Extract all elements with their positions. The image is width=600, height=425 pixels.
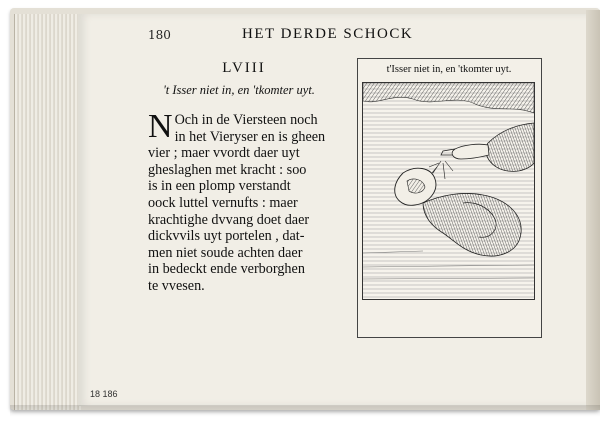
verse-line: krachtighe dvvang doet daer bbox=[148, 211, 310, 228]
emblem-verse bbox=[148, 108, 330, 295]
spine-mark-left: 18 bbox=[90, 389, 101, 399]
verse-line: vier ; maer vvordt daer uyt bbox=[148, 145, 300, 162]
spine-marks bbox=[90, 389, 118, 399]
book-shadow bbox=[10, 405, 600, 417]
verse-line: gheslaghen met kracht : soo bbox=[148, 161, 307, 178]
verse-line: Och in de Viersteen noch bbox=[174, 112, 318, 128]
verse-line: men niet soude achten daer bbox=[148, 244, 303, 261]
engraving-caption: t'Isser niet in, en 'tkomter uyt. bbox=[386, 64, 512, 75]
emblem-motto: 't Isser niet in, en 'tkomter uyt. bbox=[163, 83, 315, 97]
verse-line: is in een plomp verstandt bbox=[148, 178, 291, 195]
verse-line: in bedeckt ende verborghen bbox=[148, 261, 305, 278]
verse-line: dickvvils uyt portelen , dat- bbox=[148, 228, 305, 245]
page-number: 180 bbox=[148, 28, 171, 42]
emblem-number: LVIII bbox=[222, 60, 266, 76]
running-head: HET DERDE SCHOCK bbox=[242, 26, 414, 42]
verse-line: in het Vieryser en is gheen bbox=[174, 128, 326, 145]
two-hands-striking-flint-icon bbox=[362, 82, 535, 300]
spine-mark-right: 186 bbox=[102, 389, 118, 399]
right-page-edge bbox=[586, 10, 600, 410]
drop-cap: N bbox=[148, 108, 173, 145]
verse-line: oock luttel vernufts : maer bbox=[148, 194, 298, 211]
verse-line: te vvesen. bbox=[148, 277, 205, 294]
page-header bbox=[148, 28, 448, 46]
emblem-text bbox=[148, 60, 330, 295]
page-edges bbox=[14, 14, 81, 410]
